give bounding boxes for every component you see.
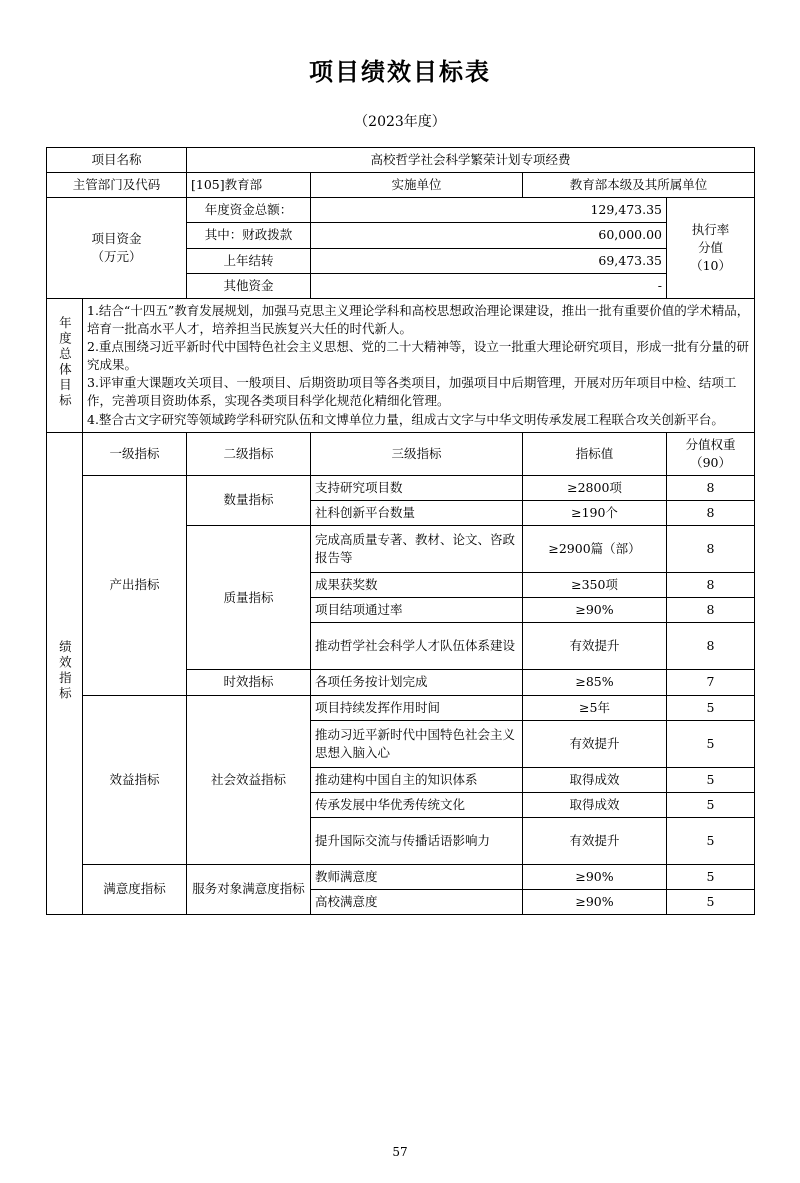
level3-label: 项目结项通过率: [311, 598, 523, 623]
funds-row-value: 69,473.35: [311, 248, 667, 273]
annual-goal-item: 3.评审重大课题攻关项目、一般项目、后期资助项目等各类项目，加强项目中后期管理，开展对历年项目中检、结项工作，完善项目资助体系，实现各类项目科学化规范化精细化管理。: [87, 375, 737, 409]
level2-timeliness: 时效指标: [187, 670, 311, 695]
funds-label-line2: （万元）: [91, 249, 142, 264]
department-label: 主管部门及代码: [47, 173, 187, 198]
table-row: [47, 864, 755, 889]
exec-rate-label: [667, 198, 755, 299]
level1-output: 产出指标: [83, 475, 187, 695]
table-row-project-name: [47, 148, 755, 173]
funds-label-line1: 项目资金: [91, 230, 142, 246]
table-row: [47, 695, 755, 720]
exec-rate-line1: 执行率: [691, 221, 730, 237]
indicator-weight: 5: [667, 767, 755, 792]
indicator-value: 取得成效: [523, 792, 667, 817]
level3-label: 推动习近平新时代中国特色社会主义思想入脑入心: [311, 720, 523, 767]
funds-row-name: 其他资金: [187, 273, 311, 298]
annual-goal-item: 4.整合古文字研究等领域跨学科研究队伍和文博单位力量，组成古文字与中华文明传承发展工程联合攻关创新平台。: [87, 411, 724, 427]
funds-row-value: -: [311, 273, 667, 298]
funds-row-value: 129,473.35: [311, 198, 667, 223]
level2-quantity: 数量指标: [187, 475, 311, 525]
level2-service-satisfaction: 服务对象满意度指标: [187, 864, 311, 914]
level3-label: 传承发展中华优秀传统文化: [311, 792, 523, 817]
page-title: 项目绩效目标表: [309, 57, 491, 86]
table-row-funds-total: [47, 198, 755, 223]
annual-goal-item: 2.重点围绕习近平新时代中国特色社会主义思想、党的二十大精神等，设立一批重大理论研究项目，形成一批有分量的研究成果。: [87, 339, 749, 373]
document-page: [0, 52, 800, 1183]
header-level2: 二级指标: [187, 432, 311, 475]
project-name-value: 高校哲学社会科学繁荣计划专项经费: [187, 148, 755, 173]
indicator-weight: 8: [667, 598, 755, 623]
level2-quality: 质量指标: [187, 526, 311, 670]
level3-label: 高校满意度: [311, 890, 523, 915]
indicator-weight: 8: [667, 475, 755, 500]
indicators-side-label: 绩效指标: [47, 432, 83, 915]
level3-label: 项目持续发挥作用时间: [311, 695, 523, 720]
table-row-annual-goal: [47, 298, 755, 432]
page-subtitle: （2023年度）: [354, 114, 446, 130]
funds-row-name: 上年结转: [187, 248, 311, 273]
indicator-value: ≥90%: [523, 864, 667, 889]
indicator-weight: 8: [667, 623, 755, 670]
table-row-indicator-header: [47, 432, 755, 475]
level3-label: 教师满意度: [311, 864, 523, 889]
header-level1: 一级指标: [83, 432, 187, 475]
indicator-weight: 5: [667, 864, 755, 889]
level1-satisfaction: 满意度指标: [83, 864, 187, 914]
indicator-value: 有效提升: [523, 817, 667, 864]
indicator-weight: 5: [667, 695, 755, 720]
header-level3: 三级指标: [311, 432, 523, 475]
indicator-weight: 5: [667, 792, 755, 817]
level3-label: 完成高质量专著、教材、论文、咨政报告等: [311, 526, 523, 573]
annual-goal-content: [83, 298, 755, 432]
level3-label: 成果获奖数: [311, 573, 523, 598]
indicator-value: ≥350项: [523, 573, 667, 598]
funds-row-value: 60,000.00: [311, 223, 667, 248]
funds-label: [47, 198, 187, 299]
level3-label: 各项任务按计划完成: [311, 670, 523, 695]
table-row-department: [47, 173, 755, 198]
exec-rate-line3: （10）: [690, 258, 731, 274]
level3-label: 社科创新平台数量: [311, 501, 523, 526]
header-value: 指标值: [523, 432, 667, 475]
indicator-value: ≥90%: [523, 598, 667, 623]
table-row: [47, 475, 755, 500]
indicator-value: ≥2800项: [523, 475, 667, 500]
indicator-weight: 5: [667, 720, 755, 767]
indicator-weight: 7: [667, 670, 755, 695]
header-weight: 分值权重 （90）: [667, 432, 755, 475]
indicator-weight: 8: [667, 573, 755, 598]
department-value: [105]教育部: [187, 173, 311, 198]
unit-value: 教育部本级及其所属单位: [523, 173, 755, 198]
page-number: 57: [392, 1145, 408, 1159]
level2-social-benefit: 社会效益指标: [187, 695, 311, 864]
indicator-value: ≥5年: [523, 695, 667, 720]
indicator-value: ≥85%: [523, 670, 667, 695]
indicator-weight: 8: [667, 501, 755, 526]
indicator-weight: 8: [667, 526, 755, 573]
project-name-label: 项目名称: [47, 148, 187, 173]
indicator-weight: 5: [667, 890, 755, 915]
annual-goal-side-label: 年度总体目标: [47, 298, 83, 432]
level3-label: 提升国际交流与传播话语影响力: [311, 817, 523, 864]
unit-label: 实施单位: [311, 173, 523, 198]
indicator-weight: 5: [667, 817, 755, 864]
indicator-value: 有效提升: [523, 720, 667, 767]
exec-rate-line2: 分值: [698, 239, 724, 255]
level3-label: 推动哲学社会科学人才队伍体系建设: [311, 623, 523, 670]
indicator-value: ≥90%: [523, 890, 667, 915]
level3-label: 支持研究项目数: [311, 475, 523, 500]
level1-benefit: 效益指标: [83, 695, 187, 864]
funds-row-name: 其中：财政拨款: [187, 223, 311, 248]
level3-label: 推动建构中国自主的知识体系: [311, 767, 523, 792]
performance-goal-table: [46, 147, 755, 915]
annual-goal-item: 1.结合“十四五”教育发展规划，加强马克思主义理论学科和高校思想政治理论课建设，推出一批有重要价值的学术精品，培育一批高水平人才，培养担当民族复兴大任的时代新人。: [87, 302, 750, 336]
indicator-value: ≥190个: [523, 501, 667, 526]
funds-row-name: 年度资金总额：: [187, 198, 311, 223]
indicator-value: ≥2900篇（部）: [523, 526, 667, 573]
indicator-value: 有效提升: [523, 623, 667, 670]
indicator-value: 取得成效: [523, 767, 667, 792]
